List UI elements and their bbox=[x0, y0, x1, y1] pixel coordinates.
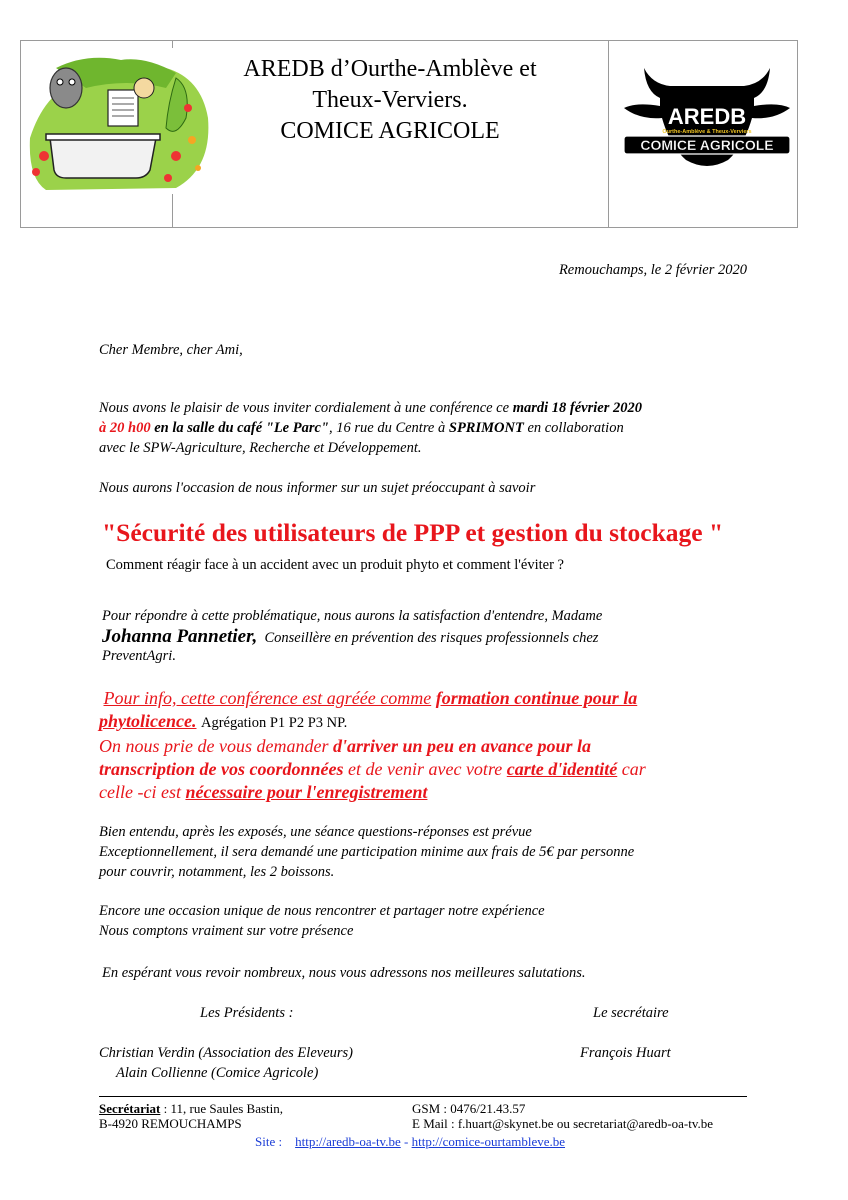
practical-line2: Exceptionnellement, il sera demandé une participation minime aux frais de 5€ par personne bbox=[99, 844, 635, 860]
site-link-comice[interactable]: http://comice-ourtambleve.be bbox=[411, 1134, 566, 1149]
speaker-intro: Pour répondre à cette problématique, nous aurons la satisfaction d'entendre, Madame bbox=[102, 608, 603, 624]
header-divider bbox=[608, 40, 609, 228]
invitation-line2 bbox=[99, 418, 759, 438]
info-line1 bbox=[99, 687, 759, 710]
header-title-line1: AREDB d’Ourthe-Amblève et bbox=[243, 56, 537, 82]
contact-info bbox=[412, 1101, 713, 1131]
letter-date: Remouchamps, le 2 février 2020 bbox=[558, 262, 747, 278]
secretariat-street: : 11, rue Saules Bastin, bbox=[160, 1101, 284, 1116]
greeting: Cher Membre, cher Ami, bbox=[99, 342, 243, 358]
president-2: Alain Collienne (Comice Agricole) bbox=[116, 1065, 319, 1081]
logo-sub-text: Ourthe-Amblève & Theux-Verviers bbox=[662, 129, 752, 135]
venue-name: "Le Parc" bbox=[265, 420, 329, 436]
collab-text: en collaboration bbox=[527, 420, 624, 436]
info-block bbox=[99, 687, 759, 804]
info-transcription: transcription de vos coordonnées bbox=[99, 759, 344, 779]
speaker-paragraph bbox=[102, 606, 762, 666]
header-title-line2: Theux-Verviers. bbox=[312, 87, 468, 113]
secretariat-address bbox=[99, 1101, 283, 1131]
header-title bbox=[200, 54, 580, 147]
info-line5 bbox=[99, 781, 759, 804]
conference-date: mardi 18 février 2020 bbox=[512, 400, 642, 416]
secretary-label: Le secrétaire bbox=[593, 1005, 669, 1021]
invitation-text: Nous avons le plaisir de vous inviter cordialement à une conférence ce bbox=[99, 400, 510, 416]
info-id-card: carte d'identité bbox=[506, 759, 618, 779]
info-line4 bbox=[99, 758, 759, 781]
site-link-aredb[interactable]: http://aredb-oa-tv.be bbox=[295, 1134, 401, 1149]
info-line3 bbox=[99, 735, 759, 758]
conference-question: Comment réagir face à un accident avec un produit phyto et comment l'éviter ? bbox=[106, 557, 564, 573]
invitation-line3: avec le SPW-Agriculture, Recherche et Développement. bbox=[99, 440, 422, 456]
venue-city: SPRIMONT bbox=[448, 420, 524, 436]
speaker-line bbox=[102, 627, 762, 648]
occasion-line2: Nous comptons vraiment sur votre présence bbox=[99, 923, 354, 939]
invitation-paragraph bbox=[99, 398, 759, 458]
practical-line3: pour couvrir, notamment, les 2 boissons. bbox=[99, 864, 335, 880]
info-request: On nous prie de vous demander bbox=[99, 736, 329, 756]
info-text: Pour info, cette conférence est agréée comme bbox=[103, 688, 432, 708]
subject-intro: Nous aurons l'occasion de nous informer sur un sujet préoccupant à savoir bbox=[99, 480, 536, 496]
closing: En espérant vous revoir nombreux, nous vous adressons nos meilleures salutations. bbox=[102, 965, 586, 981]
presidents-label: Les Présidents : bbox=[200, 1005, 294, 1021]
secretariat-city: B-4920 REMOUCHAMPS bbox=[99, 1116, 242, 1131]
info-this-one: celle -ci est bbox=[99, 782, 181, 802]
info-phytolicence: phytolicence. bbox=[99, 711, 197, 731]
occasion-paragraph bbox=[99, 901, 759, 941]
aredb-cow-logo bbox=[618, 62, 796, 170]
site-separator: - bbox=[400, 1134, 412, 1149]
logo-band-text: COMICE AGRICOLE bbox=[640, 137, 774, 153]
info-bring: et de venir avec votre bbox=[348, 759, 503, 779]
speaker-name: Johanna Pannetier, bbox=[102, 626, 258, 647]
speaker-org: PreventAgri. bbox=[102, 648, 176, 664]
occasion-line1: Encore une occasion unique de nous rencontrer et partager notre expérience bbox=[99, 903, 545, 919]
speaker-role: Conseillère en prévention des risques professionnels chez bbox=[264, 630, 599, 646]
info-because: car bbox=[621, 759, 646, 779]
cartoon-illustration bbox=[26, 48, 212, 194]
info-aggregation: Agrégation P1 P2 P3 NP. bbox=[200, 715, 348, 731]
info-formation: formation continue pour la bbox=[435, 688, 638, 708]
info-arrive-early: d'arriver un peu en avance pour la bbox=[332, 736, 591, 756]
conference-time: à 20 h00 bbox=[99, 420, 151, 436]
venue-intro: en la salle du café bbox=[154, 420, 263, 436]
secretary-name: François Huart bbox=[580, 1045, 671, 1061]
invitation-line1 bbox=[99, 398, 759, 418]
site-links bbox=[255, 1134, 565, 1149]
info-required: nécessaire pour l'enregistrement bbox=[185, 782, 428, 802]
header-title-line3: COMICE AGRICOLE bbox=[280, 118, 500, 144]
info-line2 bbox=[99, 710, 759, 735]
gsm-number: GSM : 0476/21.43.57 bbox=[412, 1101, 526, 1116]
president-1: Christian Verdin (Association des Eleveurs) bbox=[99, 1045, 353, 1061]
logo-main-text: AREDB bbox=[667, 104, 747, 129]
practical-line1: Bien entendu, après les exposés, une séance questions-réponses est prévue bbox=[99, 824, 532, 840]
venue-address: , 16 rue du Centre à bbox=[328, 420, 446, 436]
site-label: Site : bbox=[255, 1134, 283, 1149]
conference-title: "Sécurité des utilisateurs de PPP et gestion du stockage " bbox=[102, 518, 724, 547]
email-address: E Mail : f.huart@skynet.be ou secretariat@aredb-oa-tv.be bbox=[412, 1116, 714, 1131]
practical-paragraph bbox=[99, 822, 779, 882]
footer-divider bbox=[99, 1096, 747, 1097]
secretariat-label: Secrétariat bbox=[99, 1101, 161, 1116]
